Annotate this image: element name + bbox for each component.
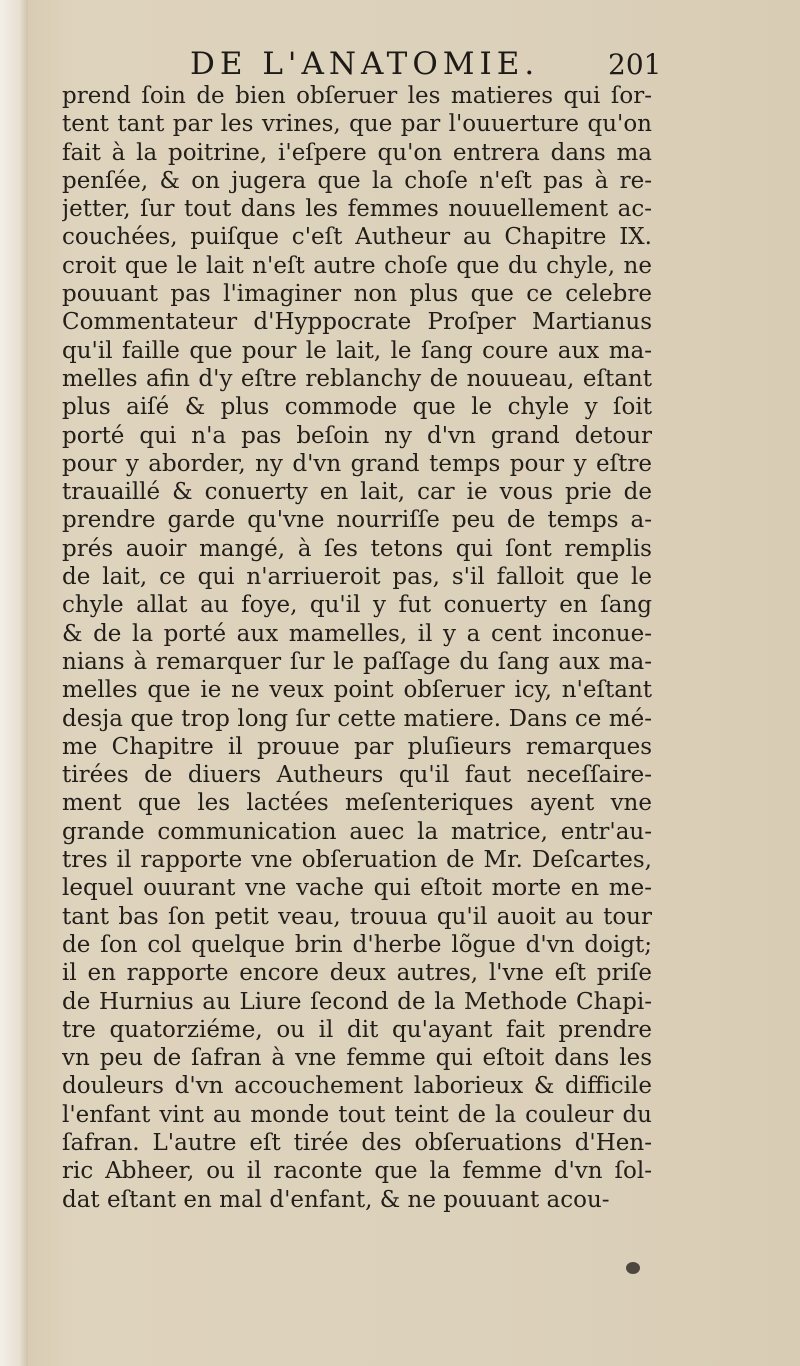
book-page — [28, 0, 800, 1366]
text-line: l'enfant vint au monde tout teint de la couleur du — [62, 1101, 652, 1128]
text-line: jetter, ſur tout dans les femmes nouuellement ac- — [62, 196, 652, 223]
text-line: desja que trop long ſur cette matiere. Dans ce mé- — [62, 705, 652, 732]
text-line: ric Abheer, ou il raconte que la femme d'vn ſol- — [62, 1158, 652, 1185]
text-line: douleurs d'vn accouchement laborieux & difficile — [62, 1073, 652, 1100]
text-line: prés auoir mangé, à ſes tetons qui ſont remplis — [62, 535, 652, 562]
text-line: tre quatorziéme, ou il dit qu'ayant fait prendre — [62, 1016, 652, 1043]
text-line: trauaillé & conuerty en lait, car ie vous prie de — [62, 479, 652, 506]
text-line: ſafran. L'autre eſt tirée des obſeruations d'Hen- — [62, 1129, 652, 1156]
text-line: il en rapporte encore deux autres, l'vne eſt priſe — [62, 960, 652, 987]
text-line: qu'il faille que pour le lait, le ſang coure aux ma- — [62, 337, 652, 364]
text-line: prendre garde qu'vne nourriſſe peu de temps a- — [62, 507, 652, 534]
text-line: de Hurnius au Liure ſecond de la Methode Chapi- — [62, 988, 652, 1015]
page-number: 201 — [608, 48, 662, 81]
text-line: tirées de diuers Autheurs qu'il faut neceſſaire- — [62, 762, 652, 789]
text-line: pour y aborder, ny d'vn grand temps pour y eſtre — [62, 450, 652, 477]
text-line: croit que le lait n'eſt autre choſe que du chyle, ne — [62, 252, 652, 279]
ink-blot — [626, 1262, 640, 1274]
text-line: me Chapitre il prouue par pluſieurs remarques — [62, 733, 652, 760]
text-line: melles que ie ne veux point obſeruer icy, n'eſtant — [62, 677, 652, 704]
text-line: tent tant par les vrines, que par l'ouuerture qu'on — [62, 111, 652, 138]
text-line: ment que les lactées meſenteriques ayent vne — [62, 790, 652, 817]
text-line: fait à la poitrine, i'eſpere qu'on entrera dans ma — [62, 139, 652, 166]
text-line: penſée, & on jugera que la choſe n'eſt pas à re- — [62, 167, 652, 194]
body-text — [62, 82, 652, 1214]
text-line: & de la porté aux mamelles, il y a cent inconue- — [62, 620, 652, 647]
text-line: pouuant pas l'imaginer non plus que ce celebre — [62, 281, 652, 308]
text-line: melles afin d'y eſtre reblanchy de nouueau, eſtant — [62, 365, 652, 392]
text-line: chyle allat au foye, qu'il y fut conuerty en ſang — [62, 592, 652, 619]
text-line: de lait, ce qui n'arriueroit pas, s'il falloit que le — [62, 564, 652, 591]
text-line: plus aiſé & plus commode que le chyle y ſoit — [62, 394, 652, 421]
text-line: porté qui n'a pas beſoin ny d'vn grand detour — [62, 422, 652, 449]
text-line: tres il rapporte vne obſeruation de Mr. Deſcartes, — [62, 847, 652, 874]
running-head: DE L'ANATOMIE. — [190, 46, 540, 82]
text-line: Commentateur d'Hyppocrate Proſper Martianus — [62, 309, 652, 336]
text-line: vn peu de ſafran à vne femme qui eſtoit dans les — [62, 1045, 652, 1072]
text-line: grande communication auec la matrice, entr'au- — [62, 818, 652, 845]
text-line: tant bas ſon petit veau, trouua qu'il auoit au tour — [62, 903, 652, 930]
text-line: lequel ouurant vne vache qui eſtoit morte en me- — [62, 875, 652, 902]
text-line: de ſon col quelque brin d'herbe lõgue d'vn doigt; — [62, 931, 652, 958]
text-line: nians à remarquer ſur le paſſage du ſang aux ma- — [62, 648, 652, 675]
text-line: couchées, puiſque c'eſt Autheur au Chapitre IX. — [62, 224, 652, 251]
binding-gutter — [0, 0, 28, 1366]
text-line: prend ſoin de bien obſeruer les matieres qui ſor- — [62, 83, 652, 109]
text-line: dat eſtant en mal d'enfant, & ne pouuant acou- — [62, 1186, 610, 1213]
